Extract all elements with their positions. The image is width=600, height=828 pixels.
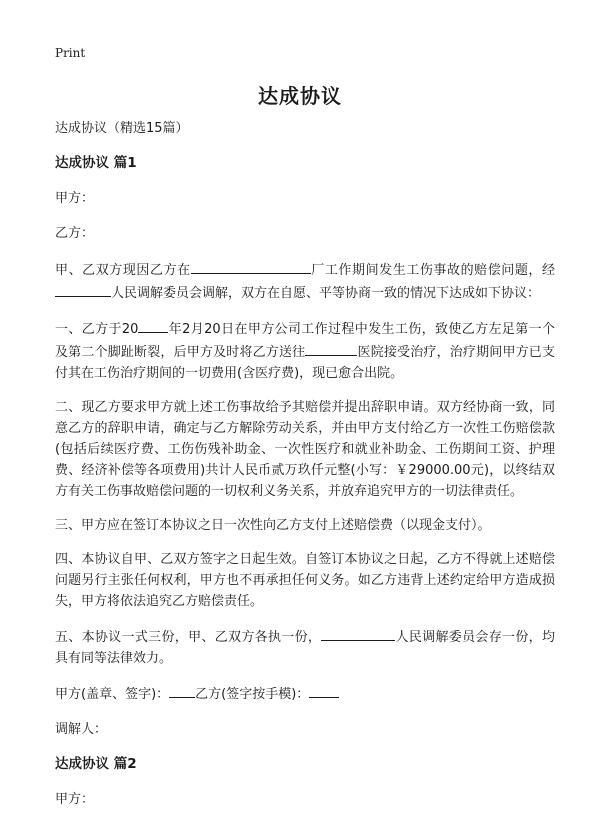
party-b-signature-label: 乙方(签字按手模)： bbox=[195, 687, 310, 702]
intro-text-3: 人民调解委员会调解，双方在自愿、平等协商一致的情况下达成如下协议： bbox=[111, 286, 541, 301]
hospital-name-blank bbox=[305, 340, 357, 356]
party-a-signature-label: 甲方(盖章、签字)： bbox=[55, 687, 170, 702]
section-2-party-a-label: 甲方： bbox=[55, 792, 95, 807]
intro-paragraph bbox=[55, 258, 555, 304]
clause-1-text-1: 一、乙方于20 bbox=[55, 322, 139, 337]
clause-1-text-2: 年2月20日在甲方公司工作过程中发生工伤，致使乙方左足第一个及第二个脚趾断裂，后甲方及时将乙方送往 bbox=[55, 322, 555, 360]
intro-text-2: 厂工作期间发生工伤事故的赔偿问题，经 bbox=[310, 263, 555, 278]
section-heading-1: 达成协议 篇1 bbox=[55, 155, 137, 171]
section-heading-2: 达成协议 篇2 bbox=[55, 756, 137, 772]
clause-5-text-2: 人民调解委员会存一份，均具有同等法律效力。 bbox=[55, 630, 555, 666]
year-blank bbox=[138, 317, 168, 333]
print-link[interactable]: Print bbox=[55, 46, 86, 60]
clause-3: 三、甲方应在签订本协议之日一次性向乙方支付上述赔偿费（以现金支付）。 bbox=[55, 518, 491, 533]
mediator-label: 调解人： bbox=[55, 722, 108, 737]
clause-5-text-1: 五、本协议一式三份，甲、乙双方各执一份， bbox=[55, 630, 322, 645]
intro-text-1: 甲、乙双方现因乙方在 bbox=[55, 263, 191, 278]
clause-4: 四、本协议自甲、乙双方签字之日起生效。自签订本协议之日起，乙方不得就上述赔偿问题另行主张任何权利，甲方也不再承担任何义务。如乙方违背上述约定给甲方造成损失，甲方将依法追究乙方赔偿责任。 bbox=[55, 552, 555, 609]
party-a-label: 甲方： bbox=[55, 191, 95, 206]
factory-name-blank bbox=[191, 258, 311, 274]
clause-5 bbox=[55, 625, 555, 669]
committee-blank-2 bbox=[321, 625, 395, 641]
document-body bbox=[55, 118, 555, 824]
document-title: 达成协议 bbox=[258, 84, 342, 108]
committee-name-blank bbox=[55, 281, 111, 297]
clause-2: 二、现乙方要求甲方就上述工伤事故给予其赔偿并提出辞职申请。双方经协商一致，同意乙方的辞职申请，确定与乙方解除劳动关系，并由甲方支付给乙方一次性工伤赔偿款(包括后续医疗费、工伤伤残补助金、一次性医疗和就业补助金、工伤期间工资、护理费、经济补偿等各项费用)共计人民币贰万玖仟元整(小写：￥29000.00元)，以终结双方有关工伤事故赔偿问题的一切权利义务关系，并放弃追究甲方的一切法律责任。 bbox=[55, 400, 555, 499]
document-subtitle: 达成协议（精选15篇） bbox=[55, 121, 189, 136]
party-b-signature-blank bbox=[309, 682, 339, 698]
party-b-label: 乙方： bbox=[55, 226, 95, 241]
signature-line bbox=[55, 682, 555, 705]
clause-1-text-3: 医院接受治疗，治疗期间甲方已支付其在工伤治疗期间的一切费用(含医疗费)，现已愈合出院。 bbox=[55, 345, 555, 381]
party-a-signature-blank bbox=[169, 682, 195, 698]
clause-1 bbox=[55, 317, 555, 384]
